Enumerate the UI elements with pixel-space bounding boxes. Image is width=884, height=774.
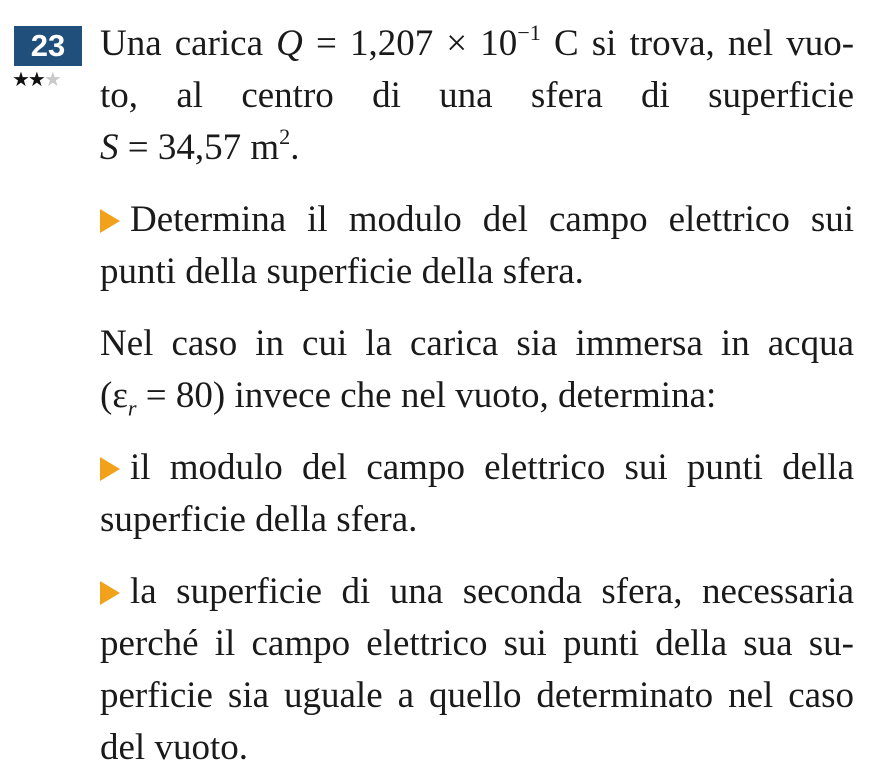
task-3-line-3: perficie sia uguale a quello determinato nel caso bbox=[100, 675, 854, 716]
exercise-text bbox=[100, 18, 854, 774]
task-1-line-1: Determina il modulo del campo elettrico sui bbox=[100, 194, 854, 246]
task-2-line-2: superficie della sfera. bbox=[100, 499, 418, 540]
difficulty-filled-stars: ★★ bbox=[12, 67, 44, 91]
difficulty-stars bbox=[12, 68, 60, 90]
task-1-line-2: punti della superficie della sfera. bbox=[100, 251, 584, 292]
condition-line-2: $(\varepsilon_r = 80)$ invece che nel vuoto, determina: bbox=[100, 375, 717, 421]
bullet-arrow-icon bbox=[100, 457, 120, 481]
task-3-line-1: la superficie di una seconda sfera, necessaria bbox=[100, 566, 854, 618]
difficulty-empty-star: ★ bbox=[43, 67, 60, 91]
water-condition bbox=[100, 318, 854, 422]
task-3-line-2: perché il campo elettrico sui punti della sua su- bbox=[100, 623, 854, 664]
statement-line-2: to, al centro di una sfera di superficie bbox=[100, 75, 854, 116]
task-3-line-4: del vuoto. bbox=[100, 727, 248, 768]
statement-line-1: Una carica $Q = 1,207 \times 10^{-1}$ C si trova, nel vuo- bbox=[100, 19, 855, 64]
task-3 bbox=[100, 566, 854, 774]
exercise-number-badge: 23 bbox=[14, 26, 82, 66]
problem-statement bbox=[100, 18, 854, 174]
statement-line-3: S = 34,57 $m^2$. bbox=[100, 123, 300, 168]
bullet-arrow-icon bbox=[100, 581, 120, 605]
task-2-line-1: il modulo del campo elettrico sui punti della bbox=[100, 442, 854, 494]
bullet-arrow-icon bbox=[100, 209, 120, 233]
task-1 bbox=[100, 194, 854, 298]
task-2 bbox=[100, 442, 854, 546]
condition-line-1: Nel caso in cui la carica sia immersa in acqua bbox=[100, 323, 854, 364]
